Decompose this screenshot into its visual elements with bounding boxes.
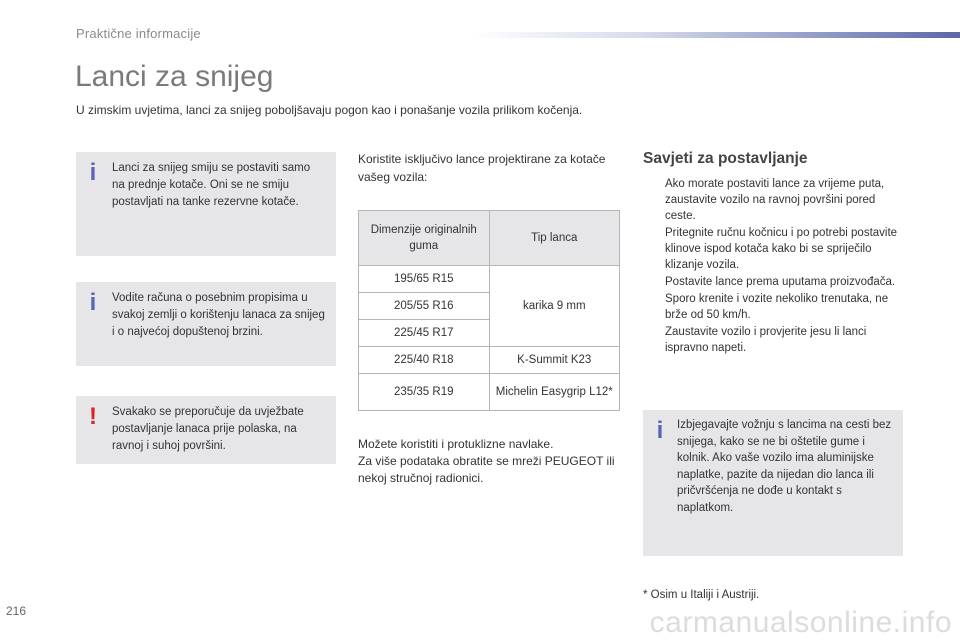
advice-list [643, 176, 905, 357]
chains-table [358, 210, 620, 411]
tyre-size-cell: 225/40 R18 [359, 347, 490, 374]
list-item [643, 176, 905, 224]
info-icon: i [89, 159, 97, 186]
list-item-text: Zaustavite vozilo i provjerite jesu li lanci ispravno napeti. [665, 326, 867, 354]
list-item-text: Postavite lance prema uputama proizvođača. [665, 276, 896, 288]
page-intro: U zimskim uvjetima, lanci za snijeg poboljšavaju pogon kao i ponašanje vozila prilikom kočenja. [76, 103, 583, 117]
note-text: Izbjegavajte vožnju s lancima na cesti bez snijega, kako se ne bi oštetile gume i kolnik. Ako vaše vozilo ima aluminijske naplatke, pazite da nijedan dio lanca ili pričvršćenja ne dođe u kontakt s naplatkom. [677, 419, 892, 514]
note-box-regulations [76, 282, 336, 366]
note-text: Lanci za snijeg smiju se postaviti samo na prednje kotače. Oni se ne smiju postavljati na tanke rezervne kotače. [112, 162, 311, 208]
note-text: Svakako se preporučuje da uvježbate postavljanje lanaca prije polaska, na ravnoj i suhoj površini. [112, 406, 304, 452]
note-box-front-wheels [76, 152, 336, 256]
tyre-size-cell: 205/55 R16 [359, 293, 490, 320]
chains-outro [358, 436, 620, 487]
warning-icon: ! [89, 403, 97, 430]
outro-line: Za više podataka obratite se mreži PEUGEOT ili nekoj stručnoj radionici. [358, 454, 615, 485]
tyre-size-cell: 195/65 R15 [359, 266, 490, 293]
advice-title: Savjeti za postavljanje [643, 150, 808, 167]
list-item-text: Ako morate postaviti lance za vrijeme puta, zaustavite vozilo na ravnoj površini pored ceste. [665, 178, 885, 222]
chain-type-cell: Michelin Easygrip L12* [489, 374, 620, 411]
chain-type-cell: K-Summit K23 [489, 347, 620, 374]
info-icon: i [89, 289, 97, 316]
footnote: * Osim u Italiji i Austriji. [643, 589, 760, 601]
tyre-size-cell: 235/35 R19 [359, 374, 490, 411]
page-title: Lanci za snijeg [75, 60, 274, 93]
tyre-size-cell: 225/45 R17 [359, 320, 490, 347]
info-icon: i [656, 417, 664, 444]
note-box-no-snow [643, 410, 903, 556]
list-item [643, 324, 905, 356]
table-header-chain-type: Tip lanca [489, 211, 620, 266]
table-row [359, 374, 620, 411]
note-text: Vodite računa o posebnim propisima u svakoj zemlji o korištenju lanaca za snijeg i o najvećoj dopuštenoj brzini. [112, 292, 325, 338]
table-header-tyre-size: Dimenzije originalnih guma [359, 211, 490, 266]
list-item [643, 274, 905, 290]
table-row [359, 347, 620, 374]
note-box-practice-warning [76, 396, 336, 464]
list-item [643, 225, 905, 273]
list-item-text: Pritegnite ručnu kočnicu i po potrebi postavite klinove ispod kotača kako bi se spriječilo klizanje vozila. [665, 227, 898, 271]
section-header: Praktične informacije [76, 26, 201, 41]
table-row [359, 266, 620, 293]
table-header-row [359, 211, 620, 266]
outro-line: Možete koristiti i protuklizne navlake. [358, 437, 554, 451]
list-item [643, 291, 905, 323]
watermark: carmanualsonline.info [649, 606, 952, 639]
header-gradient-bar [470, 32, 960, 38]
chain-type-cell: karika 9 mm [489, 266, 620, 347]
page-number: 216 [6, 604, 27, 618]
list-item-text: Sporo krenite i vozite nekoliko trenutaka, ne brže od 50 km/h. [665, 293, 889, 321]
chains-intro: Koristite isključivo lance projektirane za kotače vašeg vozila: [358, 152, 606, 184]
